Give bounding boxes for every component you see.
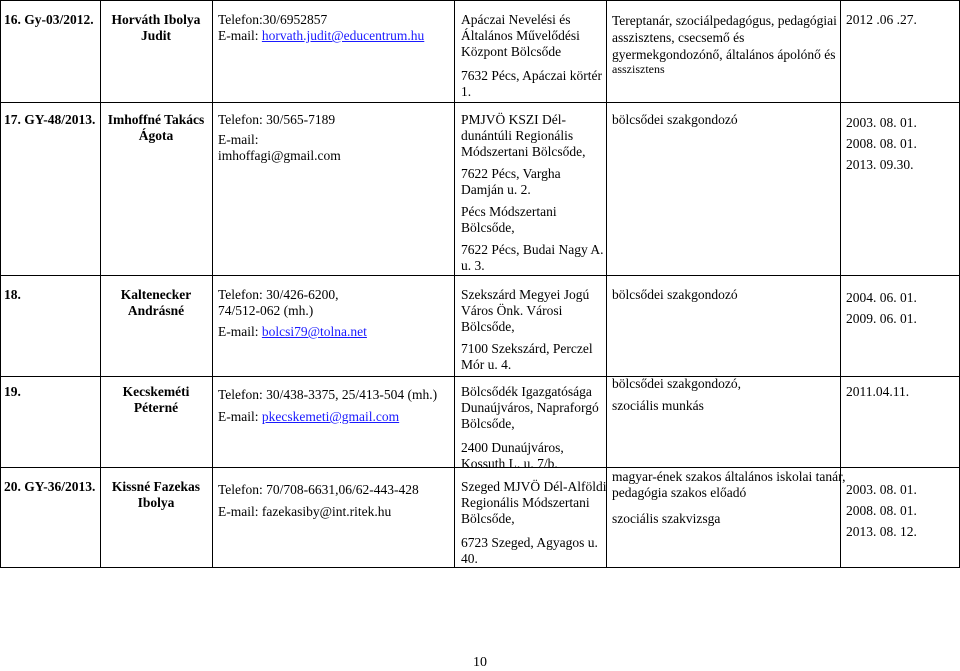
workplace-line: 7100 Szekszárd, Perczel xyxy=(461,341,593,356)
workplace-line: Pécs Módszertani xyxy=(461,204,557,219)
workplace-line: 2400 Dunaújváros, xyxy=(461,440,564,455)
qualification-line: szociális munkás xyxy=(612,398,704,413)
email-label: E-mail: xyxy=(218,28,262,43)
email-text[interactable]: imhoffagi@gmail.com xyxy=(218,148,341,163)
date-line: 2013. 08. 12. xyxy=(846,524,917,539)
qualification-cell xyxy=(612,469,845,527)
name-line: Kaltenecker xyxy=(120,287,192,302)
column-divider xyxy=(212,0,213,568)
email-label: E-mail: xyxy=(218,324,262,339)
name-line: Ibolya xyxy=(137,495,175,510)
phone-text: Telefon: 30/426-6200, xyxy=(218,287,339,302)
workplace-line: Szekszárd Megyei Jogú xyxy=(461,287,590,302)
qualification-line: szociális szakvizsga xyxy=(612,511,721,526)
email-line xyxy=(218,406,437,428)
workplace-line: 7622 Pécs, Budai Nagy A. xyxy=(461,242,604,257)
date-cell xyxy=(846,112,917,175)
table-border-top xyxy=(0,0,960,1)
contact-cell xyxy=(218,112,341,164)
email-text[interactable]: fazekasiby@int.ritek.hu xyxy=(261,504,392,519)
date-cell xyxy=(846,479,917,542)
email-line xyxy=(218,28,424,44)
workplace-cell xyxy=(461,479,606,567)
workplace-line: Bölcsőde, xyxy=(461,416,515,431)
qualification-cell xyxy=(612,112,738,128)
qualification-line: gyermekgondozónő, általános ápolónő és xyxy=(612,47,836,62)
email-link[interactable]: pkecskemeti@gmail.com xyxy=(261,409,400,424)
contact-cell xyxy=(218,12,424,44)
qualification-line: pedagógia szakos előadó xyxy=(612,485,747,500)
date-cell xyxy=(846,287,917,329)
workplace-cell xyxy=(461,112,604,274)
workplace-line: Damján u. 2. xyxy=(461,182,531,197)
workplace-line: Módszertani Bölcsőde, xyxy=(461,144,586,159)
workplace-line: Dunaújváros, Napraforgó xyxy=(461,400,599,415)
workplace-line: Kossuth L. u. 7/b. xyxy=(461,456,558,471)
date-line: 2003. 08. 01. xyxy=(846,115,917,130)
qualification-line: bölcsődei szakgondozó xyxy=(612,112,738,127)
qualification-cell xyxy=(612,287,738,303)
date-line: 2011.04.11. xyxy=(846,384,910,399)
workplace-line: Mór u. 4. xyxy=(461,357,512,372)
row-number: 20. GY-36/2013. xyxy=(4,479,96,494)
name-line: Horváth Ibolya xyxy=(111,12,201,27)
person-name xyxy=(100,12,212,44)
date-line: 2008. 08. 01. xyxy=(846,503,917,518)
workplace-line: 7622 Pécs, Vargha xyxy=(461,166,561,181)
workplace-line: Bölcsőde, xyxy=(461,220,515,235)
email-label: E-mail: xyxy=(218,132,259,147)
phone-text: Telefon: 70/708-6631,06/62-443-428 xyxy=(218,482,419,497)
workplace-line: Bölcsőde, xyxy=(461,319,515,334)
workplace-cell xyxy=(461,12,602,100)
person-name xyxy=(100,479,212,511)
phone-text: Telefon:30/6952857 xyxy=(218,12,328,27)
workplace-line: Szeged MJVÖ Dél-Alföldi xyxy=(461,479,607,494)
name-line: Ágota xyxy=(138,128,174,143)
date-cell xyxy=(846,12,917,28)
contact-cell xyxy=(218,287,367,340)
qualification-line: Tereptanár, szociálpedagógus, pedagógiai xyxy=(612,13,837,28)
date-line: 2003. 08. 01. xyxy=(846,482,917,497)
workplace-line: Bölcsőde, xyxy=(461,511,515,526)
email-line xyxy=(218,501,419,523)
person-name xyxy=(100,287,212,319)
qualification-line: asszisztens xyxy=(612,62,665,76)
email-line xyxy=(218,324,367,340)
name-line: Imhoffné Takács xyxy=(107,112,205,127)
contact-cell xyxy=(218,479,419,523)
workplace-line: dunántúli Regionális xyxy=(461,128,574,143)
email-link[interactable]: horvath.judit@educentrum.hu xyxy=(261,28,425,43)
date-line: 2004. 06. 01. xyxy=(846,290,917,305)
phone-text: Telefon: 30/565-7189 xyxy=(218,112,336,127)
workplace-line: Város Önk. Városi xyxy=(461,303,563,318)
workplace-line: 6723 Szeged, Agyagos u. xyxy=(461,535,598,550)
date-line: 2009. 06. 01. xyxy=(846,311,917,326)
name-line: Péterné xyxy=(133,400,179,415)
row-number: 16. Gy-03/2012. xyxy=(4,12,94,27)
qualification-line: bölcsődei szakgondozó xyxy=(612,287,738,302)
workplace-line: Bölcsődék Igazgatósága xyxy=(461,384,592,399)
workplace-line: Regionális Módszertani xyxy=(461,495,590,510)
page-number: 10 xyxy=(473,655,487,670)
phone-text: 74/512-062 (mh.) xyxy=(218,303,314,318)
date-line: 2012 .06 .27. xyxy=(846,12,917,27)
table-border-bottom xyxy=(0,567,960,568)
qualification-line: magyar-ének szakos általános iskolai tanár, xyxy=(612,469,846,484)
person-name xyxy=(100,384,212,416)
name-line: Andrásné xyxy=(127,303,185,318)
name-line: Judit xyxy=(140,28,171,43)
column-divider xyxy=(0,0,1,568)
contact-cell xyxy=(218,384,437,428)
phone-text: Telefon: 30/438-3375, 25/413-504 (mh.) xyxy=(218,387,438,402)
workplace-line: 40. xyxy=(461,551,478,566)
person-name xyxy=(100,112,212,144)
workplace-line: 7632 Pécs, Apáczai körtér xyxy=(461,68,602,83)
workplace-line: Központ Bölcsőde xyxy=(461,44,562,59)
row-divider xyxy=(0,275,960,276)
email-label: E-mail: xyxy=(218,409,262,424)
workplace-line: 1. xyxy=(461,84,472,99)
row-number: 19. xyxy=(4,384,21,399)
date-line: 2013. 09.30. xyxy=(846,157,914,172)
row-divider xyxy=(0,102,960,103)
email-link[interactable]: bolcsi79@tolna.net xyxy=(261,324,367,339)
qualification-cell xyxy=(612,12,837,76)
row-number: 17. GY-48/2013. xyxy=(4,112,96,127)
qualification-cell xyxy=(612,373,741,417)
workplace-line: PMJVÖ KSZI Dél- xyxy=(461,112,567,127)
date-cell xyxy=(846,384,909,400)
workplace-cell xyxy=(461,384,599,472)
name-line: Kecskeméti xyxy=(122,384,190,399)
email-label: E-mail: xyxy=(218,504,262,519)
workplace-line: u. 3. xyxy=(461,258,485,273)
date-line: 2008. 08. 01. xyxy=(846,136,917,151)
qualification-line: bölcsődei szakgondozó, xyxy=(612,376,741,391)
row-number: 18. xyxy=(4,287,21,302)
row-divider xyxy=(0,376,960,377)
name-line: Kissné Fazekas xyxy=(111,479,201,494)
workplace-cell xyxy=(461,287,593,373)
workplace-line: Apáczai Nevelési és xyxy=(461,12,571,27)
qualification-line: asszisztens, csecsemő és xyxy=(612,30,745,45)
workplace-line: Általános Művelődési xyxy=(461,28,580,43)
column-divider xyxy=(454,0,455,568)
